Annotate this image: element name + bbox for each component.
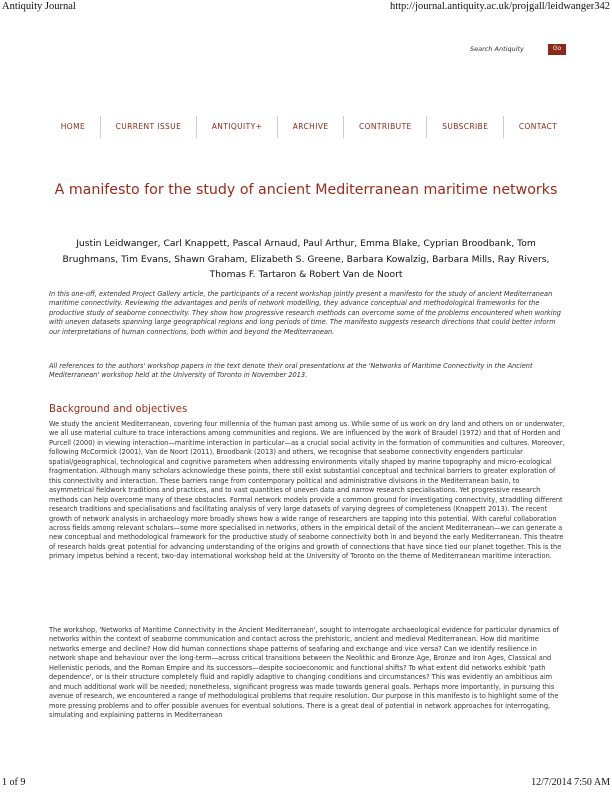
nav-current-issue[interactable]: CURRENT ISSUE (100, 116, 196, 138)
body-paragraph-2: The workshop, 'Networks of Maritime Connectivity in the Ancient Mediterranean', sought to interrogate archaeological evidence for particular dynamics of networks within the context of seaborne communication and contact across the prehistoric, ancient and medieval Mediterranean. How did maritime networks emerge and decline? How did human connections shape patterns of seafaring and exchange and vice versa? Can we identify resilience in network shape and behaviour over the long-term—across critical transitions between the Neolithic and Bronze Age, Bronze and Iron Ages, Classical and Hellenistic periods, and the Roman Empire and its successors—despite socioeconomic and functional shifts? To what extent did networks exhibit 'path dependence', or is their structure completely fluid and rapidly adaptive to changing conditions and circumstances? This was evidently an ambitious aim and much additional work will be needed; nonetheless, significant progress was made towards general goals. Perhaps more importantly, in pursuing this avenue of research, we encountered a range of methodological problems that require resolution. Our purpose in this manifesto is to highlight some of the more pressing problems and to offer possible avenues for eventual solutions. There is a great deal of potential in network approaches for interrogating, simulating and explaining patterns in Mediterranean (49, 626, 559, 720)
nav-home[interactable]: HOME (60, 122, 86, 131)
print-footer-page: 1 of 9 (2, 777, 26, 788)
nav-contribute[interactable]: CONTRIBUTE (343, 116, 426, 138)
article-abstract: In this one-off, extended Project Gallery article, the participants of a recent workshop jointly present a manifesto for the study of ancient Mediterranean maritime connectivity. Reviewing the advantages and perils of network modelling, they advance conceptual and methodological frameworks for the productive study of seaborne connectivity. They show how progressive research methods can overcome some of the problems encountered when working with uneven datasets spanning large geographical regions and long periods of time. The manifesto suggests research directions that could better inform our interpretations of human connections, both within and beyond the Mediterranean. (49, 290, 561, 336)
print-header-title: Antiquity Journal (2, 1, 76, 12)
print-footer-date: 12/7/2014 7:50 AM (531, 777, 610, 788)
search-input[interactable]: Search Antiquity (470, 45, 524, 53)
body-paragraph-1: We study the ancient Mediterranean, covering four millennia of the human past among us. While some of us work on dry land and others on or underwater, we all use material culture to trace interactions among communities and regions. We are influenced by the work of Braudel (1972) and that of Horden and Purcell (2000) in viewing interaction—maritime interaction in particular—as a crucial social activity in the formation of communities and cultures. Moreover, following McCormick (2001), Van de Noort (2011), Broodbank (2013) and others, we recognise that seaborne connectivity engenders particular spatial/geographical, technological and cognitive parameters when addressing environments vitally shaped by marine topography and micro-ecological fragmentation. Although many scholars acknowledge these points, there still exist substantial conceptual and technical barriers to greater exploration of this connectivity and interaction. These barriers range from contemporary political and administrative divisions in the Mediterranean basin, to asymmetrical fieldwork traditions and practices, and to vast quantities of uneven data and narrow research specialisations. Yet progressive research methods can help overcome many of these obstacles. Formal network models provide a common ground for investigating connectivity, straddling different research traditions and specialisations and facilitating analysis of very large datasets of varying degrees of completeness (Knappett 2013). The recent growth of network analysis in archaeology more broadly shows how a wide range of researchers are tapping into this potential. With careful collaboration across fields among relevant scholars—some more specialised in networks, others in the empirical detail of the ancient Mediterranean—we can generate a new conceptual and methodological framework for the productive study of seaborne connectivity both in and beyond the early Mediterranean. This theatre of research holds great potential for advancing understanding of the origins and growth of connections that have since tied our planet together. This is the primary impetus behind a recent, two-day international workshop held at the University of Toronto on the theme of Mediterranean maritime interaction. (49, 420, 565, 561)
main-nav (46, 116, 572, 138)
article-title: A manifesto for the study of ancient Mediterranean maritime networks (54, 182, 558, 198)
article-authors: Justin Leidwanger, Carl Knappett, Pascal Arnaud, Paul Arthur, Emma Blake, Cyprian Broodbank, Tom Brughmans, Tim Evans, Shawn Graham, Elizabeth S. Greene, Barbara Kowalzig, Barbara Mills, Ray Rivers, Thomas F. Tartaron & Robert Van de Noort (62, 238, 550, 280)
nav-contact[interactable]: CONTACT (503, 116, 572, 138)
nav-archive[interactable]: ARCHIVE (277, 116, 343, 138)
search-go-button[interactable]: Go (548, 44, 566, 55)
nav-antiquity-plus[interactable]: ANTIQUITY+ (196, 116, 277, 138)
print-header-url: http://journal.antiquity.ac.uk/projgall/leidwanger342 (389, 1, 610, 12)
article-note: All references to the authors' workshop papers in the text denote their oral presentations at the 'Networks of Maritime Connectivity in the Ancient Mediterranean' workshop held at the University of Toronto in November 2013. (49, 362, 533, 380)
nav-subscribe[interactable]: SUBSCRIBE (426, 116, 503, 138)
section-heading: Background and objectives (49, 404, 188, 415)
